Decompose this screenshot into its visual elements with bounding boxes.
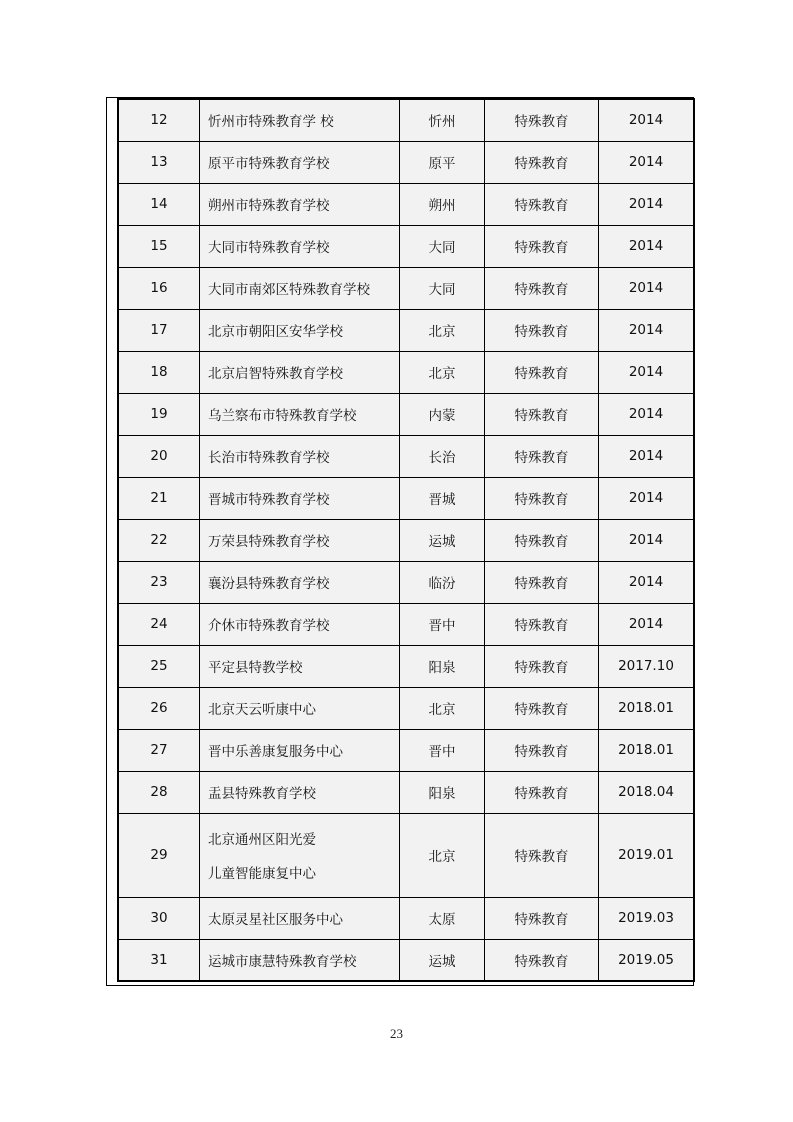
table-row xyxy=(118,813,694,897)
table-row xyxy=(118,561,694,603)
category: 特殊教育 xyxy=(485,897,599,939)
institution-name: 介休市特殊教育学校 xyxy=(200,603,400,645)
institution-name-line1: 北京通州区阳光爱 xyxy=(208,832,316,848)
institution-name: 北京市朝阳区安华学校 xyxy=(200,309,400,351)
institution-name: 襄汾县特殊教育学校 xyxy=(200,561,400,603)
table-row xyxy=(118,477,694,519)
institution-name: 朔州市特殊教育学校 xyxy=(200,183,400,225)
region: 晋城 xyxy=(400,477,485,519)
year: 2014 xyxy=(599,267,695,309)
row-number: 20 xyxy=(118,435,200,477)
region: 临汾 xyxy=(400,561,485,603)
year: 2014 xyxy=(599,309,695,351)
table-row xyxy=(118,897,694,939)
region: 大同 xyxy=(400,267,485,309)
category: 特殊教育 xyxy=(485,771,599,813)
row-number: 14 xyxy=(118,183,200,225)
region: 忻州 xyxy=(400,99,485,141)
year: 2014 xyxy=(599,351,695,393)
institution-name: 太原灵星社区服务中心 xyxy=(200,897,400,939)
category: 特殊教育 xyxy=(485,267,599,309)
row-number: 21 xyxy=(118,477,200,519)
table-row xyxy=(118,309,694,351)
year: 2014 xyxy=(599,99,695,141)
table-row xyxy=(118,141,694,183)
category: 特殊教育 xyxy=(485,393,599,435)
table-row xyxy=(118,519,694,561)
row-number: 31 xyxy=(118,939,200,981)
year: 2014 xyxy=(599,561,695,603)
year: 2014 xyxy=(599,183,695,225)
row-number: 26 xyxy=(118,687,200,729)
institution-name: 大同市特殊教育学校 xyxy=(200,225,400,267)
year: 2014 xyxy=(599,225,695,267)
year: 2014 xyxy=(599,435,695,477)
table-row xyxy=(118,645,694,687)
institution-name: 原平市特殊教育学校 xyxy=(200,141,400,183)
region: 北京 xyxy=(400,813,485,897)
region: 内蒙 xyxy=(400,393,485,435)
region: 大同 xyxy=(400,225,485,267)
category: 特殊教育 xyxy=(485,939,599,981)
category: 特殊教育 xyxy=(485,519,599,561)
region: 阳泉 xyxy=(400,645,485,687)
region: 阳泉 xyxy=(400,771,485,813)
year: 2018.04 xyxy=(599,771,695,813)
institution-name: 盂县特殊教育学校 xyxy=(200,771,400,813)
region: 长治 xyxy=(400,435,485,477)
year: 2019.03 xyxy=(599,897,695,939)
institution-name: 北京启智特殊教育学校 xyxy=(200,351,400,393)
row-number: 23 xyxy=(118,561,200,603)
institution-name: 平定县特教学校 xyxy=(200,645,400,687)
year: 2017.10 xyxy=(599,645,695,687)
row-number: 18 xyxy=(118,351,200,393)
institution-name: 北京天云听康中心 xyxy=(200,687,400,729)
category: 特殊教育 xyxy=(485,309,599,351)
year: 2019.01 xyxy=(599,813,695,897)
year: 2014 xyxy=(599,519,695,561)
row-number: 17 xyxy=(118,309,200,351)
row-number: 25 xyxy=(118,645,200,687)
category: 特殊教育 xyxy=(485,225,599,267)
region: 北京 xyxy=(400,351,485,393)
category: 特殊教育 xyxy=(485,141,599,183)
region: 运城 xyxy=(400,939,485,981)
category: 特殊教育 xyxy=(485,603,599,645)
region: 朔州 xyxy=(400,183,485,225)
row-number: 27 xyxy=(118,729,200,771)
region: 晋中 xyxy=(400,603,485,645)
row-number: 24 xyxy=(118,603,200,645)
row-number: 15 xyxy=(118,225,200,267)
row-number: 19 xyxy=(118,393,200,435)
category: 特殊教育 xyxy=(485,183,599,225)
institution-name: 晋城市特殊教育学校 xyxy=(200,477,400,519)
category: 特殊教育 xyxy=(485,729,599,771)
category: 特殊教育 xyxy=(485,645,599,687)
institution-name xyxy=(200,813,400,897)
category: 特殊教育 xyxy=(485,687,599,729)
institution-name: 大同市南郊区特殊教育学校 xyxy=(200,267,400,309)
institution-name: 运城市康慧特殊教育学校 xyxy=(200,939,400,981)
table-row xyxy=(118,687,694,729)
institution-name: 乌兰察布市特殊教育学校 xyxy=(200,393,400,435)
institution-name: 万荣县特殊教育学校 xyxy=(200,519,400,561)
table-row xyxy=(118,183,694,225)
year: 2019.05 xyxy=(599,939,695,981)
table-row xyxy=(118,393,694,435)
row-number: 29 xyxy=(118,813,200,897)
table-row xyxy=(118,267,694,309)
category: 特殊教育 xyxy=(485,561,599,603)
region: 北京 xyxy=(400,309,485,351)
year: 2018.01 xyxy=(599,729,695,771)
institution-table xyxy=(117,98,695,982)
row-number: 12 xyxy=(118,99,200,141)
table-row xyxy=(118,99,694,141)
region: 北京 xyxy=(400,687,485,729)
region: 运城 xyxy=(400,519,485,561)
institution-name-line2: 儿童智能康复中心 xyxy=(208,866,316,882)
institution-name: 忻州市特殊教育学 校 xyxy=(200,99,400,141)
institution-name: 长治市特殊教育学校 xyxy=(200,435,400,477)
page-number: 23 xyxy=(390,1026,403,1041)
row-number: 13 xyxy=(118,141,200,183)
table-row xyxy=(118,939,694,981)
category: 特殊教育 xyxy=(485,435,599,477)
region: 晋中 xyxy=(400,729,485,771)
row-number: 28 xyxy=(118,771,200,813)
table-row xyxy=(118,351,694,393)
year: 2014 xyxy=(599,477,695,519)
year: 2014 xyxy=(599,393,695,435)
category: 特殊教育 xyxy=(485,351,599,393)
category: 特殊教育 xyxy=(485,477,599,519)
table-row xyxy=(118,603,694,645)
year: 2014 xyxy=(599,603,695,645)
table-row xyxy=(118,225,694,267)
institution-name: 晋中乐善康复服务中心 xyxy=(200,729,400,771)
table-row xyxy=(118,435,694,477)
category: 特殊教育 xyxy=(485,99,599,141)
row-number: 30 xyxy=(118,897,200,939)
region: 原平 xyxy=(400,141,485,183)
year: 2018.01 xyxy=(599,687,695,729)
table-row xyxy=(118,771,694,813)
row-number: 16 xyxy=(118,267,200,309)
category: 特殊教育 xyxy=(485,813,599,897)
year: 2014 xyxy=(599,141,695,183)
region: 太原 xyxy=(400,897,485,939)
table-row xyxy=(118,729,694,771)
row-number: 22 xyxy=(118,519,200,561)
